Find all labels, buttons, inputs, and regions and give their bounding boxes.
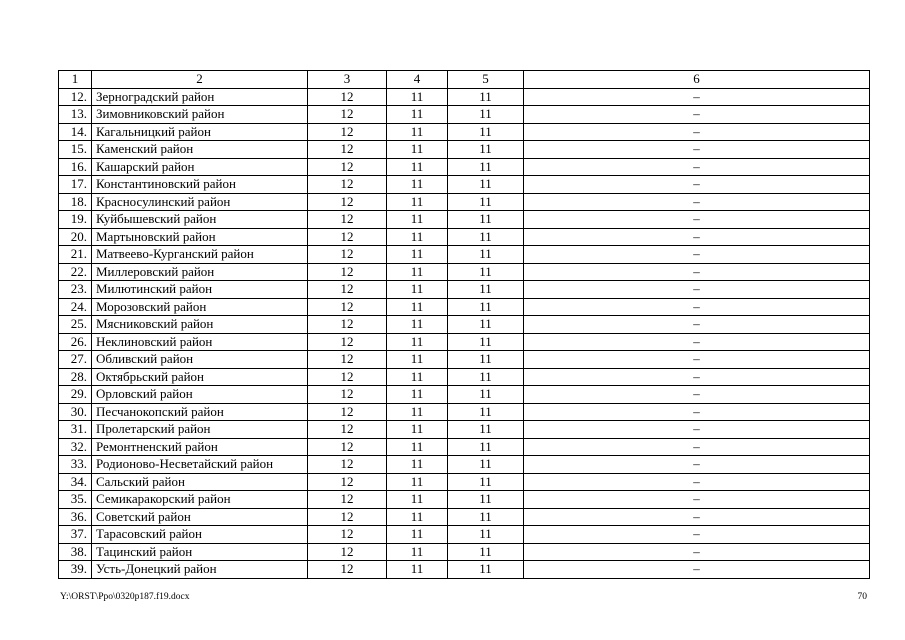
column-6-cell: – [524,351,870,369]
district-name-cell: Обливский район [92,351,308,369]
column-4-cell: 11 [387,316,448,334]
column-5-cell: 11 [448,228,524,246]
column-4-cell: 11 [387,298,448,316]
row-number-cell: 15. [59,141,92,159]
row-number-cell: 12. [59,88,92,106]
column-5-cell: 11 [448,246,524,264]
district-name-cell: Сальский район [92,473,308,491]
column-3-cell: 12 [308,403,387,421]
table-row [59,106,870,124]
column-3-cell: 12 [308,106,387,124]
column-5-cell: 11 [448,106,524,124]
column-3-cell: 12 [308,421,387,439]
column-3-cell: 12 [308,281,387,299]
districts-table [58,70,870,579]
district-name-cell: Зимовниковский район [92,106,308,124]
column-6-cell: – [524,386,870,404]
district-name-cell: Мясниковский район [92,316,308,334]
column-6-cell: – [524,403,870,421]
column-4-cell: 11 [387,403,448,421]
table-row [59,351,870,369]
table-row [59,281,870,299]
row-number-cell: 21. [59,246,92,264]
row-number-cell: 26. [59,333,92,351]
column-6-cell: – [524,561,870,579]
column-header: 5 [448,71,524,89]
column-3-cell: 12 [308,158,387,176]
table-row [59,526,870,544]
column-5-cell: 11 [448,211,524,229]
column-header: 1 [59,71,92,89]
column-5-cell: 11 [448,263,524,281]
table-row [59,246,870,264]
table-row [59,456,870,474]
table-row [59,561,870,579]
column-3-cell: 12 [308,211,387,229]
column-5-cell: 11 [448,158,524,176]
column-4-cell: 11 [387,211,448,229]
district-name-cell: Зерноградский район [92,88,308,106]
row-number-cell: 31. [59,421,92,439]
column-5-cell: 11 [448,193,524,211]
district-name-cell: Тарасовский район [92,526,308,544]
column-3-cell: 12 [308,141,387,159]
column-6-cell: – [524,246,870,264]
column-5-cell: 11 [448,333,524,351]
column-4-cell: 11 [387,246,448,264]
district-name-cell: Кагальницкий район [92,123,308,141]
table-body [59,88,870,578]
column-4-cell: 11 [387,456,448,474]
row-number-cell: 29. [59,386,92,404]
district-name-cell: Октябрьский район [92,368,308,386]
row-number-cell: 22. [59,263,92,281]
column-3-cell: 12 [308,246,387,264]
column-6-cell: – [524,438,870,456]
district-name-cell: Матвеево-Курганский район [92,246,308,264]
column-6-cell: – [524,263,870,281]
district-name-cell: Милютинский район [92,281,308,299]
column-3-cell: 12 [308,456,387,474]
footer-file-path: Y:\ORST\Ppo\0320p187.f19.docx [60,592,190,602]
row-number-cell: 23. [59,281,92,299]
column-5-cell: 11 [448,421,524,439]
column-6-cell: – [524,543,870,561]
column-6-cell: – [524,211,870,229]
row-number-cell: 13. [59,106,92,124]
column-3-cell: 12 [308,316,387,334]
column-5-cell: 11 [448,386,524,404]
column-6-cell: – [524,106,870,124]
column-3-cell: 12 [308,228,387,246]
column-3-cell: 12 [308,333,387,351]
column-5-cell: 11 [448,176,524,194]
column-4-cell: 11 [387,368,448,386]
column-3-cell: 12 [308,123,387,141]
row-number-cell: 33. [59,456,92,474]
column-6-cell: – [524,456,870,474]
row-number-cell: 32. [59,438,92,456]
column-3-cell: 12 [308,508,387,526]
column-5-cell: 11 [448,141,524,159]
row-number-cell: 19. [59,211,92,229]
table-row [59,141,870,159]
column-header: 2 [92,71,308,89]
column-4-cell: 11 [387,106,448,124]
table-row [59,263,870,281]
column-4-cell: 11 [387,491,448,509]
column-5-cell: 11 [448,491,524,509]
column-6-cell: – [524,508,870,526]
row-number-cell: 18. [59,193,92,211]
column-4-cell: 11 [387,508,448,526]
table-row [59,158,870,176]
column-4-cell: 11 [387,438,448,456]
column-4-cell: 11 [387,333,448,351]
column-5-cell: 11 [448,281,524,299]
row-number-cell: 38. [59,543,92,561]
column-header: 3 [308,71,387,89]
row-number-cell: 16. [59,158,92,176]
column-3-cell: 12 [308,193,387,211]
table-row [59,193,870,211]
district-name-cell: Пролетарский район [92,421,308,439]
column-6-cell: – [524,228,870,246]
row-number-cell: 25. [59,316,92,334]
district-name-cell: Песчанокопский район [92,403,308,421]
column-5-cell: 11 [448,403,524,421]
column-3-cell: 12 [308,368,387,386]
column-5-cell: 11 [448,316,524,334]
district-name-cell: Орловский район [92,386,308,404]
column-6-cell: – [524,123,870,141]
row-number-cell: 17. [59,176,92,194]
footer-page-number: 70 [857,592,867,602]
column-3-cell: 12 [308,298,387,316]
row-number-cell: 24. [59,298,92,316]
column-6-cell: – [524,421,870,439]
table-header-row [59,71,870,89]
column-5-cell: 11 [448,368,524,386]
column-6-cell: – [524,141,870,159]
column-4-cell: 11 [387,281,448,299]
column-3-cell: 12 [308,491,387,509]
column-3-cell: 12 [308,526,387,544]
table-row [59,211,870,229]
table-row [59,298,870,316]
column-4-cell: 11 [387,561,448,579]
column-3-cell: 12 [308,543,387,561]
row-number-cell: 35. [59,491,92,509]
column-4-cell: 11 [387,473,448,491]
column-5-cell: 11 [448,508,524,526]
column-6-cell: – [524,491,870,509]
table-row [59,491,870,509]
column-4-cell: 11 [387,386,448,404]
column-5-cell: 11 [448,88,524,106]
column-4-cell: 11 [387,88,448,106]
district-name-cell: Константиновский район [92,176,308,194]
table-row [59,421,870,439]
district-name-cell: Мартыновский район [92,228,308,246]
column-6-cell: – [524,176,870,194]
column-3-cell: 12 [308,263,387,281]
column-header: 6 [524,71,870,89]
column-4-cell: 11 [387,228,448,246]
district-name-cell: Тацинский район [92,543,308,561]
column-6-cell: – [524,526,870,544]
column-5-cell: 11 [448,298,524,316]
column-3-cell: 12 [308,88,387,106]
table-row [59,333,870,351]
column-3-cell: 12 [308,176,387,194]
column-4-cell: 11 [387,543,448,561]
column-5-cell: 11 [448,543,524,561]
row-number-cell: 30. [59,403,92,421]
district-name-cell: Родионово-Несветайский район [92,456,308,474]
column-3-cell: 12 [308,386,387,404]
column-4-cell: 11 [387,421,448,439]
table-row [59,438,870,456]
column-6-cell: – [524,158,870,176]
district-name-cell: Красносулинский район [92,193,308,211]
table-row [59,508,870,526]
district-name-cell: Каменский район [92,141,308,159]
row-number-cell: 28. [59,368,92,386]
district-name-cell: Неклиновский район [92,333,308,351]
row-number-cell: 20. [59,228,92,246]
table-row [59,176,870,194]
column-6-cell: – [524,473,870,491]
column-5-cell: 11 [448,561,524,579]
column-5-cell: 11 [448,456,524,474]
district-name-cell: Семикаракорский район [92,491,308,509]
row-number-cell: 36. [59,508,92,526]
district-name-cell: Кашарский район [92,158,308,176]
district-name-cell: Советский район [92,508,308,526]
column-5-cell: 11 [448,351,524,369]
column-header: 4 [387,71,448,89]
table-row [59,228,870,246]
table-row [59,403,870,421]
column-6-cell: – [524,88,870,106]
column-4-cell: 11 [387,526,448,544]
row-number-cell: 37. [59,526,92,544]
column-6-cell: – [524,316,870,334]
row-number-cell: 34. [59,473,92,491]
column-4-cell: 11 [387,263,448,281]
table-row [59,543,870,561]
column-6-cell: – [524,368,870,386]
column-4-cell: 11 [387,141,448,159]
column-4-cell: 11 [387,158,448,176]
column-5-cell: 11 [448,438,524,456]
district-name-cell: Миллеровский район [92,263,308,281]
district-name-cell: Морозовский район [92,298,308,316]
table-row [59,473,870,491]
table-row [59,316,870,334]
column-5-cell: 11 [448,526,524,544]
column-6-cell: – [524,298,870,316]
table-row [59,386,870,404]
row-number-cell: 27. [59,351,92,369]
column-5-cell: 11 [448,473,524,491]
column-4-cell: 11 [387,176,448,194]
column-4-cell: 11 [387,193,448,211]
column-5-cell: 11 [448,123,524,141]
table-row [59,123,870,141]
column-4-cell: 11 [387,351,448,369]
table-row [59,88,870,106]
column-3-cell: 12 [308,561,387,579]
column-6-cell: – [524,193,870,211]
column-3-cell: 12 [308,473,387,491]
column-3-cell: 12 [308,351,387,369]
district-name-cell: Куйбышевский район [92,211,308,229]
column-6-cell: – [524,333,870,351]
row-number-cell: 14. [59,123,92,141]
row-number-cell: 39. [59,561,92,579]
column-6-cell: – [524,281,870,299]
district-name-cell: Усть-Донецкий район [92,561,308,579]
column-4-cell: 11 [387,123,448,141]
column-3-cell: 12 [308,438,387,456]
district-name-cell: Ремонтненский район [92,438,308,456]
table-row [59,368,870,386]
